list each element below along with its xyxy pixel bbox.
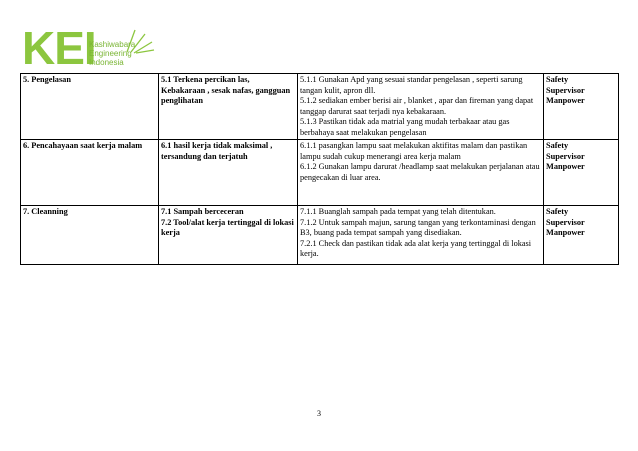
logo-line-1: Kashiwabara: [89, 40, 136, 49]
logo-line-2: Engineering: [89, 49, 132, 58]
pic-item: Manpower: [546, 228, 585, 238]
control-item: 7.1.2 Untuk sampah majun, sarung tangan yang terkontaminasi dengan B3, buang pada tempat sampah yang disediakan.: [300, 217, 536, 238]
risk-control-table: [20, 73, 619, 265]
control-cell: [298, 74, 544, 140]
hazard-item: 5.1 Terkena percikan las, Kebakaraan , sesak nafas, gangguan penglihatan: [161, 75, 291, 106]
hazard-cell: [159, 74, 298, 140]
control-cell: [298, 206, 544, 265]
hazard-item: 6.1 hasil kerja tidak maksimal , tersandung dan terjatuh: [161, 141, 273, 161]
hazard-item: 7.1 Sampah berceceran: [161, 207, 244, 216]
pic-item: Supervisor: [546, 85, 585, 95]
pic-item: Safety: [546, 75, 569, 84]
company-logo: [22, 22, 152, 74]
table-row: [21, 206, 619, 265]
pic-item: Safety: [546, 207, 569, 216]
hazard-cell: [159, 140, 298, 206]
table-row: [21, 140, 619, 206]
pic-item: Manpower: [546, 162, 585, 172]
control-item: 6.1.1 pasangkan lampu saat melakukan aktifitas malam dan pastikan lampu sudah cukup menerangi area kerja malam: [300, 141, 528, 161]
pic-item: Safety: [546, 141, 569, 150]
control-item: 5.1.2 sediakan ember berisi air , blanket , apar dan fireman yang dapat tanggap darurat saat terjadi nya kebakaraan.: [300, 96, 534, 116]
control-item: 7.1.1 Buanglah sampah pada tempat yang telah ditentukan.: [300, 207, 496, 216]
page-number: 3: [317, 409, 321, 418]
table-row: [21, 74, 619, 140]
control-item: 5.1.1 Gunakan Apd yang sesuai standar pengelasan , seperti sarung tangan kulit, apron dll.: [300, 75, 523, 95]
control-item: 5.1.3 Pastikan tidak ada matrial yang mudah terbakaar atau gas berbahaya saat melakukan pengelasan: [300, 117, 510, 137]
activity-cell: 5. Pengelasan: [21, 74, 159, 140]
activity-cell: 6. Pencahayaan saat kerja malam: [21, 140, 159, 206]
logo-mark: KEI: [22, 22, 96, 74]
control-item: 7.2.1 Check dan pastikan tidak ada alat kerja yang tertinggal di lokasi kerja.: [300, 238, 532, 259]
pic-cell: [544, 140, 619, 206]
control-item: 6.1.2 Gunakan lampu darurat /headlamp saat melakukan perjalanan atau pengecakan di luar area.: [300, 162, 540, 182]
pic-item: Supervisor: [546, 217, 585, 227]
pic-cell: [544, 206, 619, 265]
pic-item: Manpower: [546, 96, 585, 106]
pic-cell: [544, 74, 619, 140]
logo-line-3: Indonesia: [89, 58, 124, 67]
activity-cell: 7. Cleanning: [21, 206, 159, 265]
hazard-item: 7.2 Tool/alat kerja tertinggal di lokasi kerja: [161, 217, 294, 238]
control-cell: [298, 140, 544, 206]
hazard-cell: [159, 206, 298, 265]
pic-item: Supervisor: [546, 151, 585, 161]
